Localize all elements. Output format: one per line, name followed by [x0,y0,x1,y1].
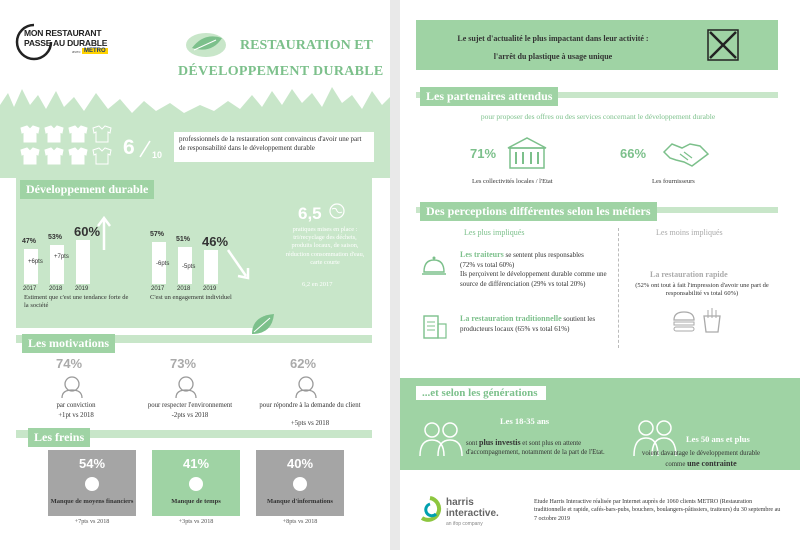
leaf-icon [248,310,278,338]
frein-0-label: Manque de moyens financiers [50,498,134,505]
money-bag-icon [83,475,101,493]
young-title: Les 18-35 ans [500,416,550,426]
rapide-text: (52% ont tout à fait l'impression d'avoir une part de responsabilité vs total 60%) [635,282,769,298]
headline-line2: l'arrêt du plastique à usage unique [493,52,613,61]
rapide-title: La restauration rapide [650,270,728,279]
title-line2: DÉVELOPPEMENT DURABLE [178,64,384,79]
chart-tendance [20,198,140,293]
logo-line1: MON RESTAURANT [24,28,102,38]
engagement-bar-2019 [204,250,218,284]
no-plastic-icon [704,26,742,64]
traiteurs-text [460,250,610,289]
tendance-delta-2018: +6pts [28,259,43,266]
motivation-1-label: pour respecter l'environnement [147,402,233,409]
engagement-year-2018: 2018 [177,286,191,292]
left-page [0,0,390,550]
frein-2-label: Manque d'informations [267,498,333,505]
fastfood-icon [670,306,724,334]
partenaires-heading: Les partenaires attendus [420,87,558,106]
young-pre: sont [466,440,480,447]
motivation-0-delta: +1pt vs 2018 [58,412,94,419]
right-page [400,0,800,550]
column-divider [618,228,619,348]
col-moins-impliques: Les moins impliqués [656,228,723,237]
tendance-bar-2017 [24,249,38,284]
engagement-delta-2018: -6pts [156,260,170,267]
engagement-year-2019: 2019 [203,286,217,292]
stat-6: 6 [123,136,135,159]
leaf-title-icon [182,28,230,62]
logo-avec: avec [72,49,81,54]
shirts-pictogram [18,124,118,170]
young-text [466,438,616,458]
traiteurs-title: Les traiteurs [460,250,504,259]
tendance-year-2019: 2019 [75,286,89,292]
frein-0-pct: 54% [78,456,106,471]
engagement-label-2019: 46% [202,234,229,250]
metro-logo: METRO [84,48,106,54]
harris-brand-line1: harris [446,497,474,508]
info-icon [291,475,309,493]
col-plus-impliques: Les plus impliqués [464,228,525,237]
partenaire-2-pct: 66% [620,146,647,161]
young-post: et sont plus en attente d'accompagnement, notamment de la part de l'Etat. [466,440,605,456]
chart1-caption: Estiment que c'est une tendance forte de la société [24,294,129,310]
engagement-year-2017: 2017 [151,286,165,292]
motivation-1-pct: 73% [170,356,197,371]
tendance-label-2017: 47% [22,238,37,246]
trad-body: soutient les producteurs locaux (65% vs total 61%) [460,315,596,333]
harris-logo-icon [418,496,442,524]
partenaire-1-label: Les collectivités locales / l'Etat [472,178,553,185]
partenaire-2-label: Les fournisseurs [652,178,695,185]
menu-board-icon [420,312,448,342]
frein-1-pct: 41% [182,456,210,471]
traiteurs-line3: Ils perçoivent le développement durable comme une source de différenciation (29% vs total 20%) [460,270,607,288]
tendance-label-2019: 60% [74,223,101,239]
frein-2-delta: +8pts vs 2018 [282,518,318,525]
cloche-icon [420,252,448,280]
old-bold: une contrainte [687,458,737,468]
tendance-bar-2018 [50,245,64,284]
town-hall-icon [504,134,550,172]
frein-0-delta: +7pts vs 2018 [74,518,110,525]
young-people-icon [418,416,464,458]
motivation-1-delta: -2pts vs 2018 [171,412,209,419]
tendance-year-2018: 2018 [49,286,63,292]
stat-6-5-prev: 6,2 en 2017 [302,281,333,288]
head-icon [58,374,86,398]
old-text [634,450,768,470]
old-pre: voient davantage le développement durable comme [641,450,761,468]
handshake-icon [662,136,710,170]
dev-durable-heading: Développement durable [20,180,154,199]
people-tree-icon [172,374,200,398]
old-title: Les 50 ans et plus [686,434,750,444]
trad-text [460,314,610,334]
motivation-0-pct: 74% [56,356,83,371]
headline-line1: Le sujet d'actualité le plus impactant dans leur activité : [457,34,649,43]
motivations-heading: Les motivations [22,334,115,353]
chart-engagement [148,198,268,293]
frein-2-pct: 40% [286,456,314,471]
engagement-label-2018: 51% [176,235,191,243]
tendance-delta-2019: +7pts [54,253,69,260]
fraction-slash [138,140,152,158]
client-icon [292,374,320,398]
harris-sub: an ifop company [446,521,483,527]
study-note: Etude Harris Interactive réalisée par Internet auprès de 1060 clients METRO (Restauration traditionnelle et rapide, cafés-bars-pubs, bouchers, boulangers-pâtissiers, traiteurs) du 30 septembre au 7 octobre 2019 [534,499,781,522]
partenaires-subtitle: pour proposer des offres ou des services concernant le développement durable [480,112,716,121]
stat-6-5: 6,5 [298,204,322,223]
arrow-up-icon [96,214,126,254]
freins-heading: Les freins [28,428,90,447]
frein-1-delta: +3pts vs 2018 [178,518,214,525]
globe-icon [328,202,346,220]
chart2-caption: C'est un engagement individuel [150,294,232,301]
motivation-2-delta: +5pts vs 2018 [290,420,330,427]
clock-icon [187,475,205,493]
young-bold: plus investis [479,438,521,447]
logo-line2: PASSE AU DURABLE [24,38,108,48]
partenaire-1-pct: 71% [470,146,497,161]
stat-6-10-text: professionnels de la restauration sont convaincus d'avoir une part de responsabilité dans le développement durable [174,132,374,162]
engagement-label-2017: 57% [150,231,165,239]
trad-title: La restauration traditionnelle [460,314,562,323]
frein-1-label: Manque de temps [171,498,221,505]
motivation-0-label: par conviction [56,402,96,409]
tendance-year-2017: 2017 [23,286,37,292]
motivation-2-pct: 62% [290,356,317,371]
arrow-down-icon [224,246,254,286]
tendance-bar-2019 [76,240,90,284]
stat-6-5-text: pratiques mises en place : tri/recyclage des déchets, produits locaux, de saison, réduction consommation d'eau, carte courte [285,226,365,266]
harris-brand-line2: interactive. [446,508,499,519]
tendance-label-2018: 53% [48,234,63,242]
traiteurs-line2: (72% vs total 60%) [460,260,515,269]
motivation-2-label: pour répondre à la demande du client [259,402,361,409]
logo [14,22,114,62]
engagement-delta-2019: -5pts [182,264,196,271]
generations-heading: ...et selon les générations [422,387,538,399]
title-line1: RESTAURATION ET [240,38,373,53]
stat-10: 10 [152,150,163,160]
traiteurs-line1: se sentent plus responsables [503,251,584,259]
perceptions-heading: Des perceptions différentes selon les métiers [420,202,657,221]
